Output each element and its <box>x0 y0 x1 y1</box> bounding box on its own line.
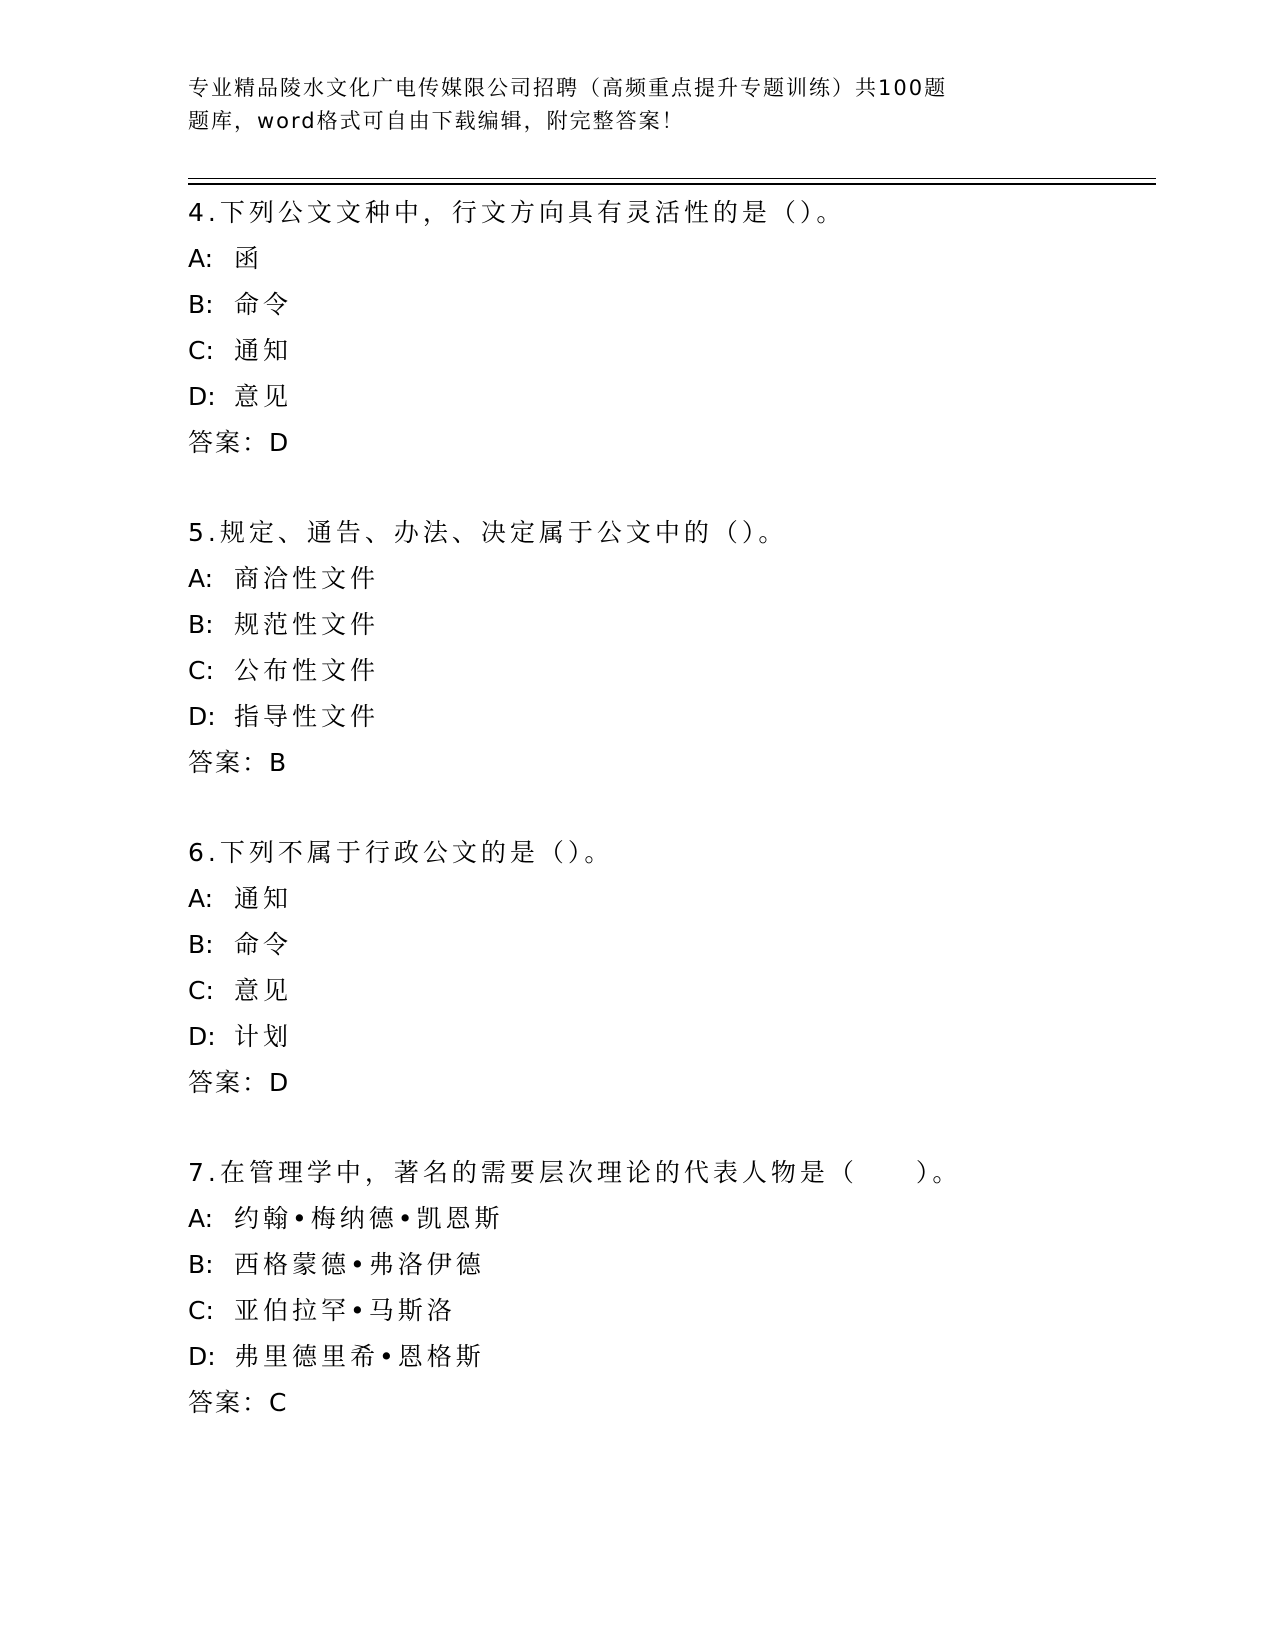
option-letter: C: <box>188 336 214 365</box>
option-letter: A: <box>188 1204 214 1233</box>
option-text: 函 <box>234 244 264 273</box>
header-line-2: 题库，word格式可自由下载编辑，附完整答案！ <box>188 109 685 133</box>
option-a <box>188 236 1156 282</box>
question-list <box>188 190 1156 1470</box>
answer: 答案：D <box>188 428 291 457</box>
option-d <box>188 694 1156 740</box>
option-letter: A: <box>188 244 214 273</box>
option-d <box>188 1334 1156 1380</box>
option-b <box>188 602 1156 648</box>
option-text: 意见 <box>234 382 293 411</box>
option-text: 通知 <box>234 884 293 913</box>
answer: 答案：D <box>188 1068 291 1097</box>
option-text: 指导性文件 <box>234 702 380 731</box>
option-text: 公布性文件 <box>234 656 380 685</box>
answer: 答案：C <box>188 1388 289 1417</box>
option-text: 计划 <box>234 1022 293 1051</box>
option-letter: C: <box>188 1296 214 1325</box>
option-letter: D: <box>188 702 216 731</box>
option-text: 命令 <box>234 930 293 959</box>
option-letter: A: <box>188 564 214 593</box>
option-c <box>188 328 1156 374</box>
option-c <box>188 1288 1156 1334</box>
question-6 <box>188 830 1156 1106</box>
question-5 <box>188 510 1156 786</box>
option-text: 弗里德里希•恩格斯 <box>234 1342 485 1371</box>
question-stem: 4.下列公文文种中，行文方向具有灵活性的是（）。 <box>188 198 846 227</box>
option-letter: A: <box>188 884 214 913</box>
option-a <box>188 1196 1156 1242</box>
option-letter: B: <box>188 290 214 319</box>
option-text: 商洽性文件 <box>234 564 380 593</box>
option-text: 通知 <box>234 336 293 365</box>
header-divider-thick <box>188 183 1156 185</box>
option-text: 规范性文件 <box>234 610 380 639</box>
question-stem: 5.规定、通告、办法、决定属于公文中的（）。 <box>188 518 788 547</box>
question-stem: 6.下列不属于行政公文的是（）。 <box>188 838 614 867</box>
option-c <box>188 968 1156 1014</box>
question-7 <box>188 1150 1156 1426</box>
option-text: 西格蒙德•弗洛伊德 <box>234 1250 485 1279</box>
option-a <box>188 556 1156 602</box>
option-letter: D: <box>188 382 216 411</box>
question-stem: 7.在管理学中，著名的需要层次理论的代表人物是（ ）。 <box>188 1158 962 1187</box>
answer: 答案：B <box>188 748 289 777</box>
option-text: 命令 <box>234 290 293 319</box>
option-b <box>188 922 1156 968</box>
option-text: 意见 <box>234 976 293 1005</box>
option-a <box>188 876 1156 922</box>
header-line-1: 专业精品陵水文化广电传媒限公司招聘（高频重点提升专题训练）共100题 <box>188 76 948 100</box>
option-b <box>188 282 1156 328</box>
option-b <box>188 1242 1156 1288</box>
document-header <box>188 72 1018 138</box>
option-text: 约翰•梅纳德•凯恩斯 <box>234 1204 504 1233</box>
option-letter: C: <box>188 656 214 685</box>
header-divider-thin <box>188 178 1156 179</box>
option-d <box>188 374 1156 420</box>
option-letter: B: <box>188 610 214 639</box>
question-4 <box>188 190 1156 466</box>
option-d <box>188 1014 1156 1060</box>
option-letter: D: <box>188 1022 216 1051</box>
option-text: 亚伯拉罕•马斯洛 <box>234 1296 456 1325</box>
option-letter: B: <box>188 930 214 959</box>
option-letter: C: <box>188 976 214 1005</box>
option-letter: B: <box>188 1250 214 1279</box>
option-letter: D: <box>188 1342 216 1371</box>
option-c <box>188 648 1156 694</box>
